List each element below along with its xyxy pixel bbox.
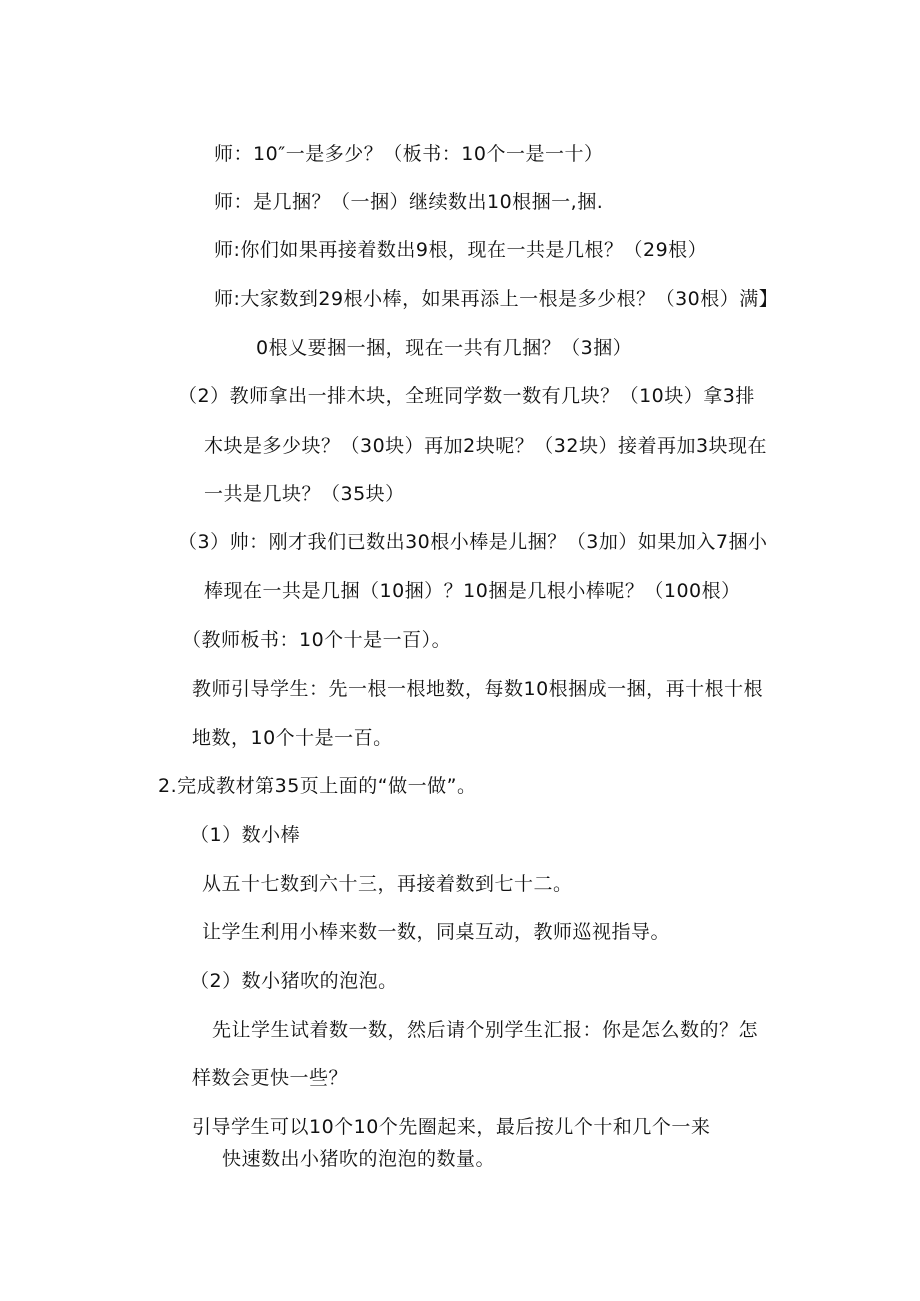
text-line-10: 棒现在一共是几捆（10捆）？10捆是几根小棒呢？（100根） [204,580,741,602]
text-line-16: 从五十七数到六十三，再接着数到七十二。 [202,873,573,895]
text-line-11: （教师板书：10个十是一百）。 [182,629,452,651]
text-line-15: （1）数小棒 [190,824,301,846]
text-line-5: 0根乂要捆一捆，现在一共有几捆？（3捆） [256,337,633,359]
text-line-6: （2）教师拿出一排木块，全班同学数一数有几块？（10块）拿3排 [178,385,755,407]
text-line-8: 一共是几块？（35块） [204,483,405,505]
text-line-22: 快速数出小猪吹的泡泡的数量。 [222,1148,496,1170]
text-line-7: 木块是多少块？（30块）再加2块呢？（32块）接着再加3块现在 [204,435,768,457]
text-line-17: 让学生利用小棒来数一数，同桌互动，教师巡视指导。 [202,921,671,943]
text-line-2: 师：是几捆？（一捆）继续数出10根捆一,捆. [214,191,604,213]
text-line-3: 师:你们如果再接着数出9根，现在一共是几根？（29根） [214,239,708,261]
text-line-13: 地数，10个十是一百。 [192,727,393,749]
text-line-4: 师:大家数到29根小棒，如果再添上一根是多少根？（30根）满】 [214,288,779,310]
text-line-14: 2.完成教材第35页上面的“做一做”。 [158,775,477,797]
text-line-1: 师：10″一是多少？（板书：10个一是一十） [214,143,604,165]
text-line-21: 引导学生可以10个10个先圈起来，最后按儿个十和几个一来 [192,1116,711,1138]
text-line-19: 先让学生试着数一数，然后请个别学生汇报：你是怎么数的？怎 [212,1019,759,1041]
text-line-20: 样数会更快一些？ [192,1067,349,1089]
text-line-18: （2）数小猪吹的泡泡。 [190,970,398,992]
text-line-12: 教师引导学生：先一根一根地数，每数10根捆成一捆，再十根十根 [192,678,764,700]
text-line-9: （3）帅：刚才我们已数出30根小棒是儿捆？（3加）如果加入7捆小 [178,531,768,553]
